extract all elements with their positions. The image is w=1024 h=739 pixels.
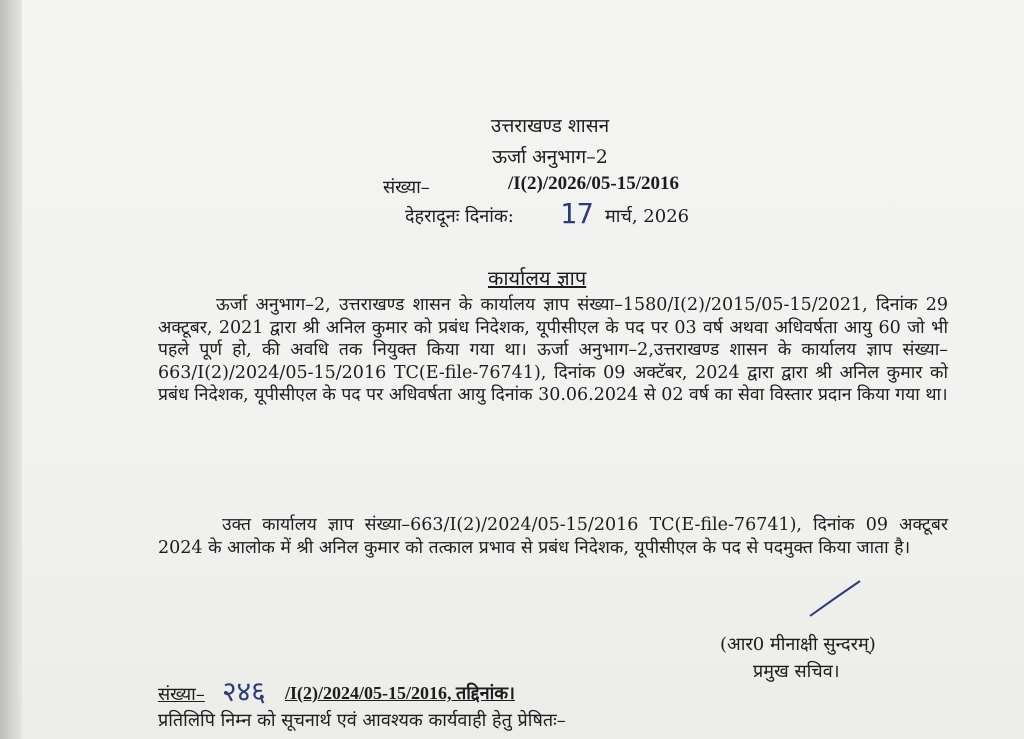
order-number-label: संख्या– (383, 177, 430, 198)
signatory-name: (आर0 मीनाक्षी सुन्दरम्) (720, 634, 876, 655)
place-date-label: देहरादूनः दिनांक: (405, 206, 514, 227)
order-number-value: /I(2)/2026/05-15/2016 (508, 173, 679, 194)
body-paragraph-1: ऊर्जा अनुभाग–2, उत्तराखण्ड शासन के कार्यालय ज्ञाप संख्या–1580/I(2)/2015/05-15/2021, दिनांक 29 अक्टूबर, 2021 द्वारा श्री अनिल कुमार को प्रबंध निदेशक, यूपीसीएल के पद पर 03 वर्ष अथवा अधिवर्षता आयु 60 जो भी पहले पूर्ण हो, की अवधि तक नियुक्त किया गया था। ऊर्जा अनुभाग–2,उत्तराखण्ड शासन के कार्यालय ज्ञाप संख्या–663/I(2)/2024/05-15/2016 TC(E-file-76741), दिनांक 09 अक्टॅबर, 2024 द्वारा द्वारा श्री अनिल कुमार को प्रबंध निदेशक, यूपीसीएल के पद पर अधिवर्षता आयु दिनांक 30.06.2024 से 02 वर्ष का सेवा विस्तार प्रदान किया गया था। (158, 295, 948, 406)
government-heading: उत्तराखण्ड शासन (490, 115, 610, 137)
handwritten-number: २४६ (222, 675, 266, 708)
document-title: कार्यालय ज्ञाप (488, 266, 587, 290)
footer-number-rest: /I(2)/2024/05-15/2016, तद्दिनांक। (285, 683, 515, 703)
signatory-designation: प्रमुख सचिव। (753, 661, 840, 682)
footer-number-label: संख्या– (158, 684, 205, 705)
signature-mark (805, 578, 865, 622)
handwritten-date: 17 (560, 197, 594, 230)
section-heading: ऊर्जा अनुभाग–2 (492, 146, 608, 168)
date-month-year: मार्च, 2026 (605, 206, 690, 227)
page-shadow-edge (0, 0, 22, 739)
body-paragraph-2: उक्त कार्यालय ज्ञाप संख्या–663/I(2)/2024/05-15/2016 TC(E-file-76741), दिनांक 09 अक्टूबर 2024 के आलोक में श्री अनिल कुमार को तत्काल प्रभाव से प्रबंध निदेशक, यूपीसीएल के पद से पदमुक्त किया जाता है। (158, 515, 948, 558)
copy-to-line: प्रतिलिपि निम्न को सूचनार्थ एवं आवश्यक कार्यवाही हेतु प्रेषितः– (158, 710, 566, 731)
